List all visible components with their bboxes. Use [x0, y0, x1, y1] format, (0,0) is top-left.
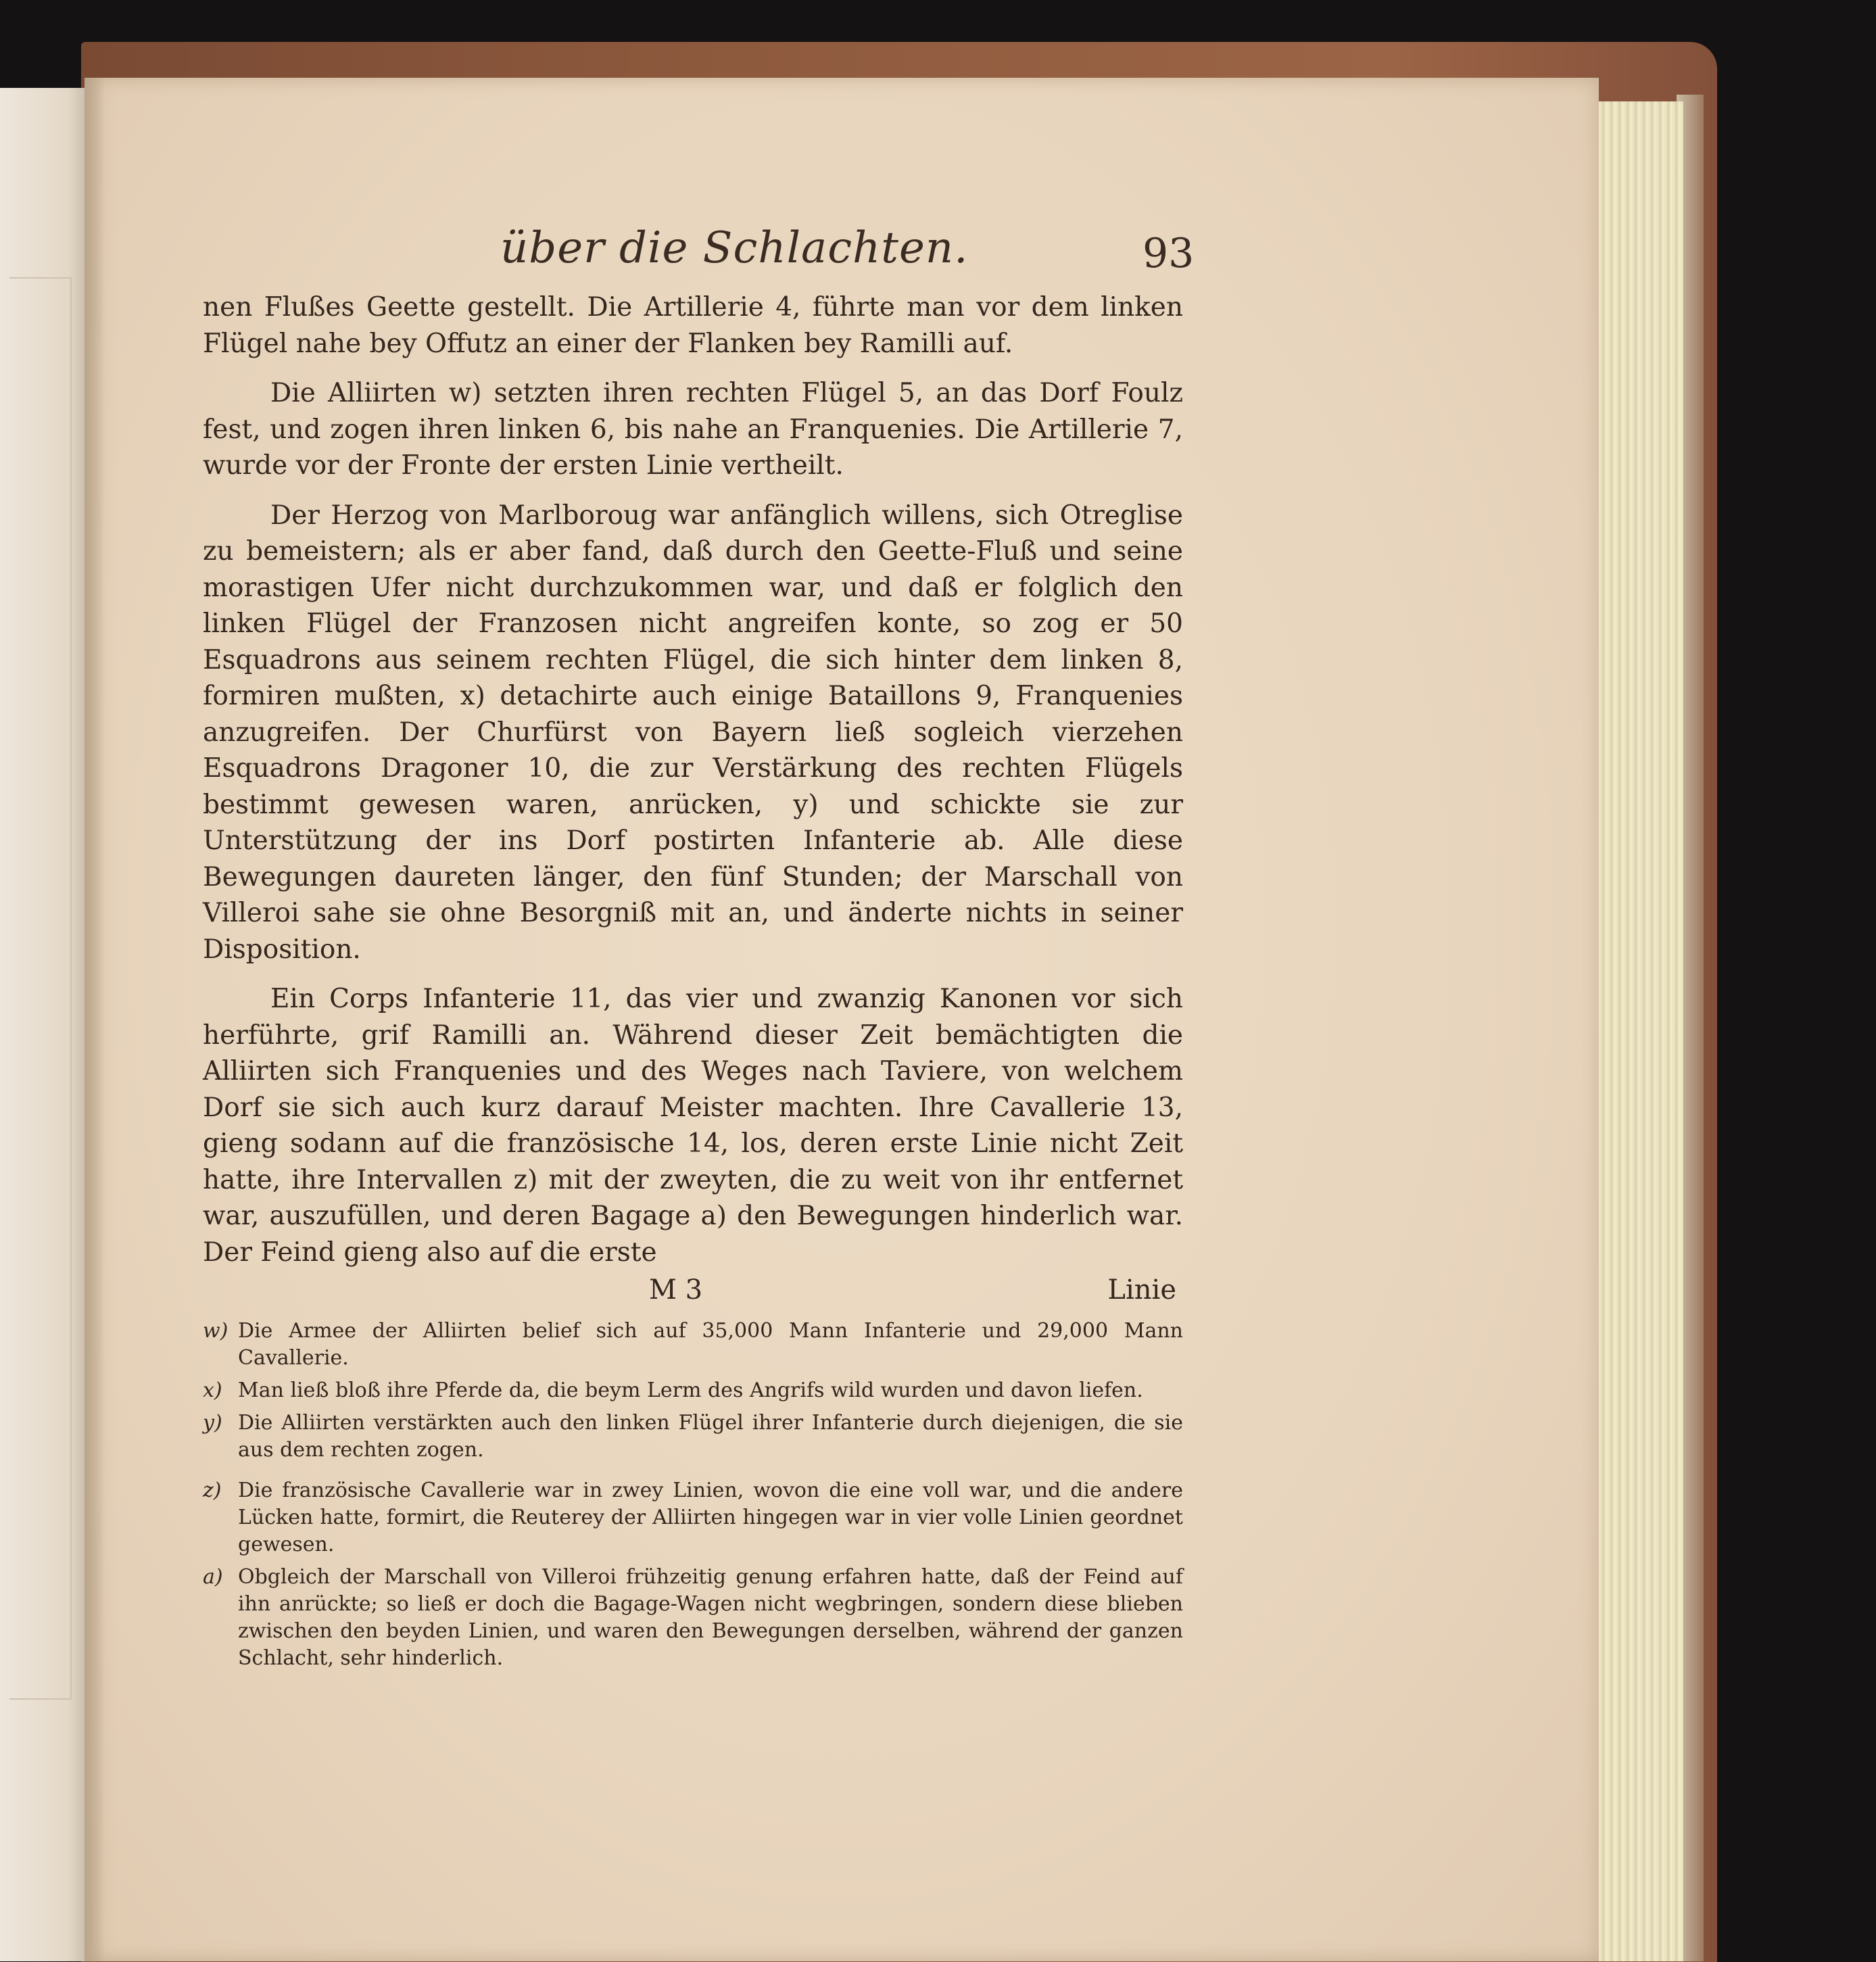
footnote-mark: w) [203, 1319, 229, 1343]
signature-mark: M 3 [649, 1274, 703, 1306]
paragraph-2: Die Alliirten w) setzten ihren rechten Flügel 5, an das Dorf Foulz fest, und zogen ihren linken 6, bis nahe an Franquenies. Die Artillerie 7, wurde vor der Fronte der ersten Linie vertheilt. [203, 378, 1183, 481]
running-head: über die Schlachten. [500, 223, 969, 273]
footnote-mark: x) [203, 1379, 222, 1402]
paragraph-4: Ein Corps Infanterie 11, das vier und zwanzig Kanonen vor sich herführte, grif Ramilli an. Während dieser Zeit bemächtigten die Alliirten sich Franquenies und des Weges nach Taviere, von welchem Dorf sie sich auch kurz darauf Meister machten. Ihre Cavallerie 13, gieng sodann auf die französische 14, los, deren erste Linie nicht Zeit hatte, ihre Intervallen z) mit der zweyten, die zu weit von ihr entfernet war, auszufüllen, und deren Bagage a) den Bewegungen hinderlich war. Der Feind gieng also auf die erste [203, 984, 1183, 1268]
footnote-mark: z) [203, 1479, 222, 1502]
footnote-text: Man ließ bloß ihre Pferde da, die beym Lerm des Angrifs wild wurden und davon liefen. [238, 1379, 1143, 1402]
footnote-text: Obgleich der Marschall von Villeroi frühzeitig genung erfahren hatte, daß der Feind auf ihn anrückte; so ließ er doch die Bagage-Wagen nicht wegbringen, sondern diese blieben zwischen den beyden Linien, und waren den Bewegungen derselben, während der ganzen Schlacht, sehr hinderlich. [238, 1565, 1183, 1670]
left-page-edge [0, 88, 85, 1961]
signature-line [203, 1274, 1183, 1310]
footnote-z [203, 1477, 1183, 1558]
footnote-text: Die Armee der Alliirten belief sich auf 35,000 Mann Infanterie und 29,000 Mann Cavallerie. [238, 1319, 1183, 1370]
page-number: 93 [1143, 230, 1195, 277]
text-block [203, 289, 1183, 1677]
left-page-frame [9, 277, 72, 1700]
footnote-mark: y) [203, 1411, 222, 1435]
footnote-x [203, 1377, 1183, 1404]
footnote-a [203, 1564, 1183, 1672]
footnote-text: Die Alliirten verstärkten auch den linken Flügel ihrer Infanterie durch diejenigen, die sie aus dem rechten zogen. [238, 1411, 1183, 1462]
footnote-text: Die französische Cavallerie war in zwey Linien, wovon die eine voll war, und die andere Lücken hatte, formirt, die Reuterey der Alliirten hingegen war in vier volle Linien geordnet gewesen. [238, 1479, 1183, 1556]
page-gutter [85, 78, 105, 1961]
footnote-y [203, 1410, 1183, 1464]
footnote-w [203, 1318, 1183, 1372]
footnote-mark: a) [203, 1565, 223, 1589]
catchword: Linie [1107, 1274, 1176, 1306]
paragraph-3: Der Herzog von Marlboroug war anfänglich willens, sich Otreglise zu bemeistern; als er aber fand, daß durch den Geette-Fluß und seine morastigen Ufer nicht durchzukommen war, und daß er folglich den linken Flügel der Franzosen nicht angreifen konte, so zog er 50 Esquadrons aus seinem rechten Flügel, die sich hinter dem linken 8, formiren mußten, x) detachirte auch einige Bataillons 9, Franquenies anzugreifen. Der Churfürst von Bayern ließ sogleich vierzehen Esquadrons Dragoner 10, die zur Verstärkung des rechten Flügels bestimmt gewesen waren, anrücken, y) und schickte sie zur Unterstützung der ins Dorf postirten Infanterie ab. Alle diese Bewegungen daureten länger, den fünf Stunden; der Marschall von Villeroi sahe sie ohne Besorgniß mit an, und änderte nichts in seiner Disposition. [203, 500, 1183, 965]
paragraph-1: nen Flußes Geette gestellt. Die Artillerie 4, führte man vor dem linken Flügel nahe bey Offutz an einer der Flanken bey Ramilli auf. [203, 292, 1183, 359]
footnotes [203, 1318, 1183, 1672]
